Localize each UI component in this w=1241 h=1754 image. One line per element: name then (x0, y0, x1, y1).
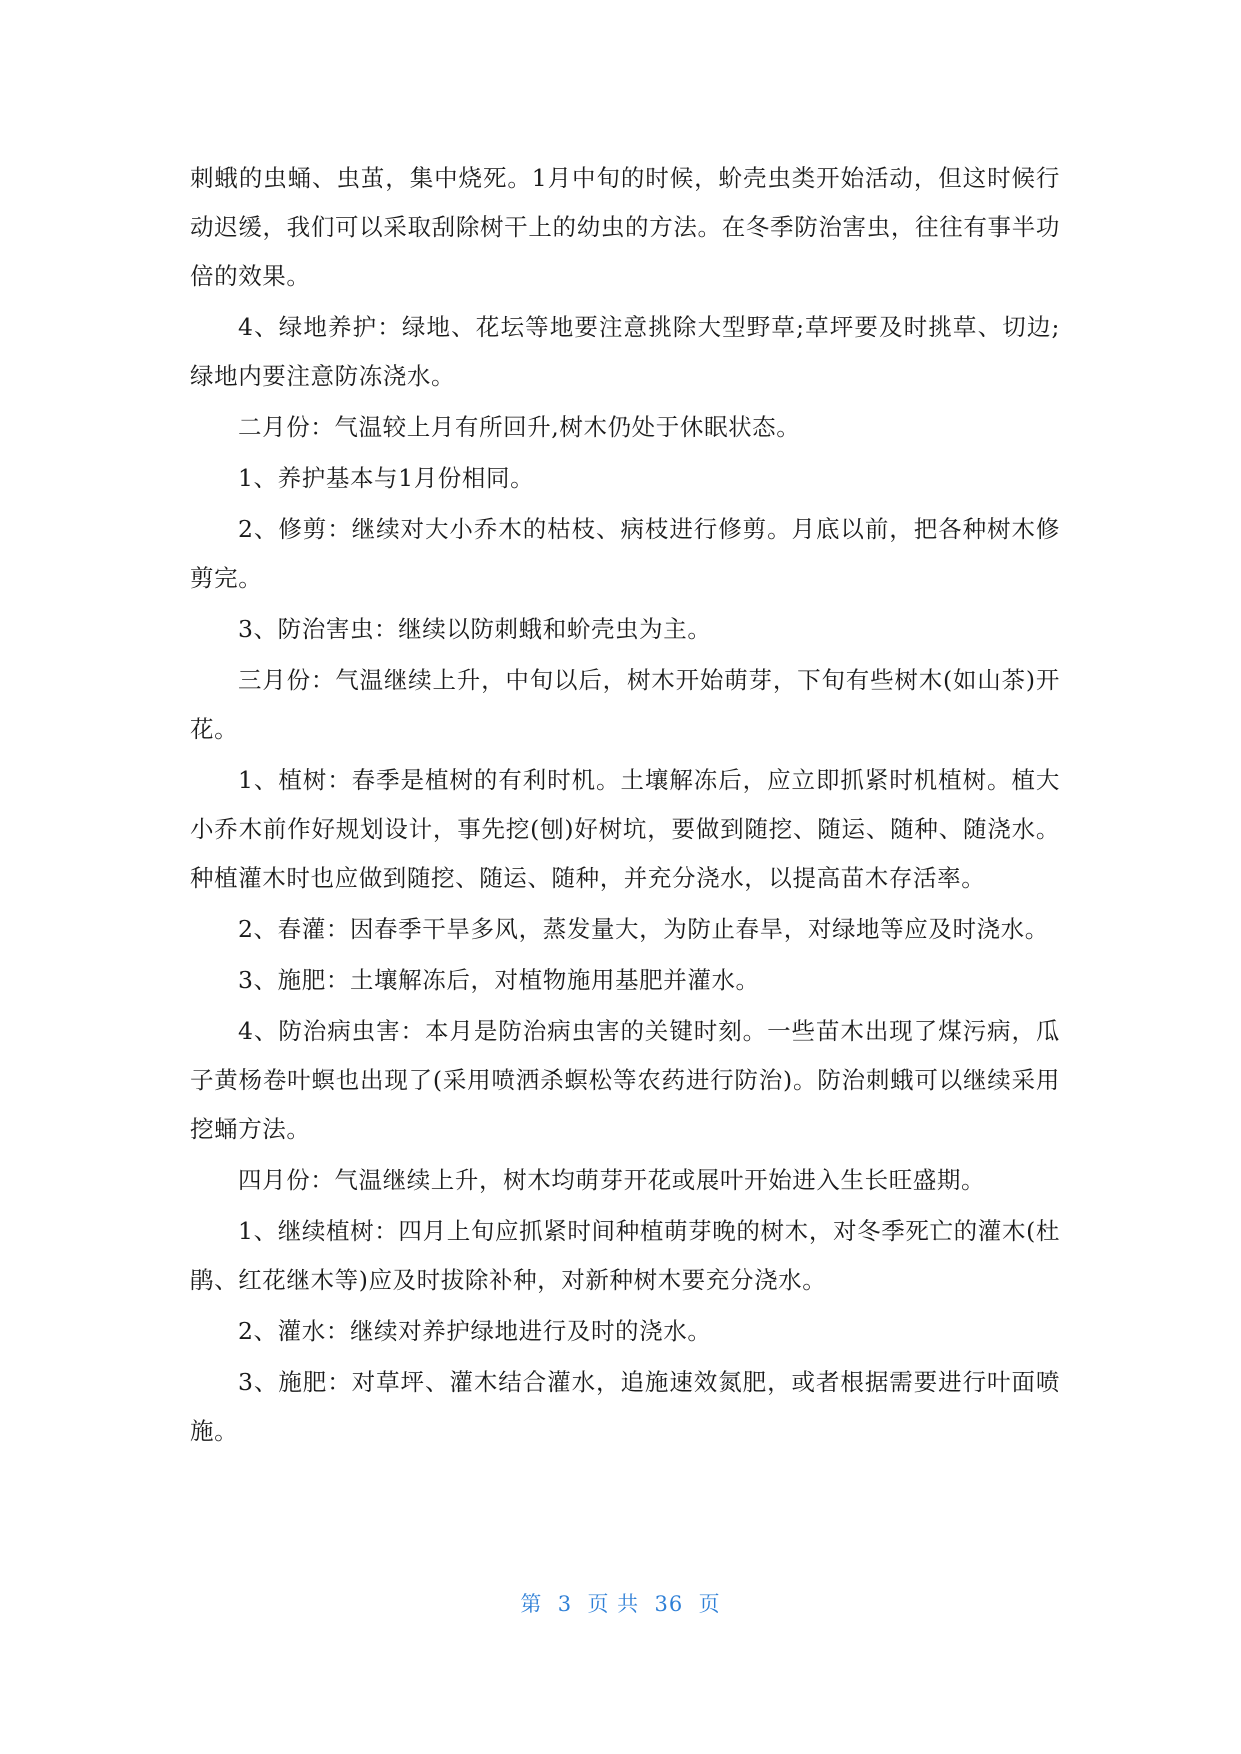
paragraph-9: 2、春灌：因春季干旱多风，蒸发量大，为防止春旱，对绿地等应及时浇水。 (238, 915, 1049, 943)
paragraph-4: 1、养护基本与1月份相同。 (238, 464, 535, 492)
page-body (190, 154, 1060, 1458)
paragraph-13: 1、继续植树：四月上旬应抓紧时间种植萌芽晚的树木，对冬季死亡的灌木(杜鹃、红花继木等)应及时拔除补种，对新种树木要充分浇水。 (190, 1217, 1060, 1294)
paragraph-1: 刺蛾的虫蛹、虫茧，集中烧死。1月中旬的时候，蚧壳虫类开始活动，但这时候行动迟缓，我们可以采取刮除树干上的幼虫的方法。在冬季防治害虫，往往有事半功倍的效果。 (190, 164, 1060, 290)
paragraph-12: 四月份：气温继续上升，树木均萌芽开花或展叶开始进入生长旺盛期。 (238, 1166, 986, 1194)
paragraph-14: 2、灌水：继续对养护绿地进行及时的浇水。 (238, 1317, 712, 1345)
paragraph-10: 3、施肥：土壤解冻后，对植物施用基肥并灌水。 (238, 966, 760, 994)
paragraph-6: 3、防治害虫：继续以防刺蛾和蚧壳虫为主。 (238, 615, 712, 643)
paragraph-5: 2、修剪：继续对大小乔木的枯枝、病枝进行修剪。月底以前，把各种树木修剪完。 (190, 515, 1060, 592)
page-number-footer: 第 3 页 共 36 页 (520, 1592, 721, 1616)
paragraph-2: 4、绿地养护：绿地、花坛等地要注意挑除大型野草;草坪要及时挑草、切边;绿地内要注意防冻浇水。 (190, 313, 1060, 390)
paragraph-15: 3、施肥：对草坪、灌木结合灌水，追施速效氮肥，或者根据需要进行叶面喷施。 (190, 1368, 1060, 1445)
paragraph-8: 1、植树：春季是植树的有利时机。土壤解冻后，应立即抓紧时机植树。植大小乔木前作好规划设计，事先挖(刨)好树坑，要做到随挖、随运、随种、随浇水。种植灌木时也应做到随挖、随运、随种，并充分浇水，以提高苗木存活率。 (190, 766, 1060, 892)
paragraph-3: 二月份：气温较上月有所回升,树木仍处于休眠状态。 (238, 413, 801, 441)
paragraph-11: 4、防治病虫害：本月是防治病虫害的关键时刻。一些苗木出现了煤污病，瓜子黄杨卷叶螟也出现了(采用喷洒杀螟松等农药进行防治)。防治刺蛾可以继续采用挖蛹方法。 (190, 1017, 1060, 1143)
paragraph-7: 三月份：气温继续上升，中旬以后，树木开始萌芽，下旬有些树木(如山茶)开花。 (190, 666, 1060, 743)
